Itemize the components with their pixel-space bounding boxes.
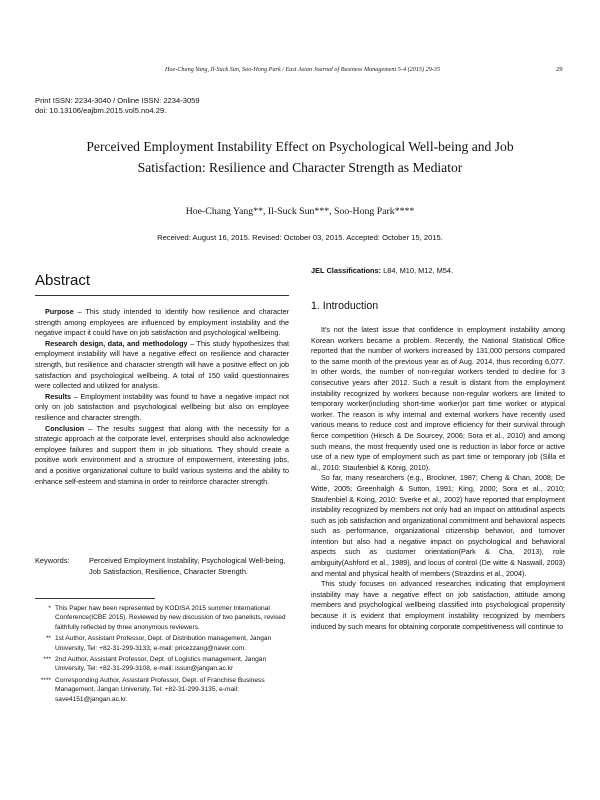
- title-line-1: Perceived Employment Instability Effect on Psychological Well-being and Job: [86, 139, 514, 154]
- footnote-mark: *: [48, 605, 51, 612]
- footnote: [35, 604, 289, 632]
- issn-line: Print ISSN: 2234-3040 / Online ISSN: 2234-3059: [35, 96, 200, 105]
- purpose-label: Purpose: [45, 307, 74, 316]
- footnote-rule: [35, 598, 155, 599]
- title-line-2: Satisfaction: Resilience and Character Strength as Mediator: [137, 160, 463, 175]
- footnote-mark: ***: [43, 656, 51, 664]
- running-header: Hoe-Chang Yang, Il-Suck Sun, Soo-Hong Park / East Asian Journal of Business Management 5-4 (2015) 29-35: [164, 66, 441, 73]
- authors: Hoe-Chang Yang**, Il-Suck Sun***, Soo-Hong Park****: [185, 206, 415, 217]
- purpose-text: – This study intended to identify how resilience and character strength among employees are influenced by employment instability and the negative impact it could have on job satisfaction and psychological wellbeing.: [35, 307, 289, 338]
- results-label: Results: [45, 391, 71, 401]
- footnote: [35, 676, 289, 704]
- paper-title: [40, 136, 560, 178]
- keywords-label: Keywords:: [35, 556, 70, 565]
- footnote: [35, 634, 289, 653]
- issn-block: [35, 96, 200, 115]
- jel-classifications: [311, 266, 565, 275]
- results-text: – Employment instability was found to have a negative impact not only on job satisfaction and psychological wellbeing but also on employee resilience and character strength.: [35, 391, 289, 422]
- footnote-text: This Paper haw been represented by KODISA 2015 summer International Conference(ICBE 2015). Reviewed by new discussion of two panelists, revised faithfully reflected by three anonymous reviewers.: [55, 605, 286, 631]
- design-label: Research design, data, and methodology: [45, 338, 188, 348]
- footnote: [35, 655, 289, 674]
- jel-label: JEL Classifications:: [311, 266, 382, 275]
- jel-text: L84, M10, M12, M54.: [381, 266, 453, 275]
- introduction-heading: 1. Introduction: [311, 300, 379, 312]
- design-text: – This study hypothesizes that employment instability will have a negative effect on resilience and character strength, but resilience and character strength will have a positive effect on job satisfaction and psychological wellbeing. A total of 150 valid questionnaires were collected and utilized for analysis.: [35, 338, 289, 391]
- footnote-mark: ****: [40, 676, 51, 684]
- footnote-text: 2nd Author, Assistant Professor, Dept. of Logistics management, Jangan University, Tel: +82-31-299-3108, e-mail: issun@jangan.ac.kr: [55, 656, 267, 673]
- abstract-body: [35, 307, 289, 487]
- intro-paragraph-1: It's not the latest issue that confidence in employment instability among Korean workers became a problem. Recently, the National Statistical Office reported that the number of workers increased by 131,000 persons compared to the same month of the previous year as of Aug. 2014, thus recording 6,077. In other words, the number of non-regular workers tended to decline for 3 consecutive years after 2012. Such a result is distant from the employment instability recognized by workers because non-regular workers are limited to temporary worker(including short-time worker)or part time worker or atypical worker. The reason is why internal and external workers have recently used various means to reduce cost and improve efficiency for their survival through fierce competition (Hirsch & De Sourcey, 2006; Sora et al., 2010) and among such means, the most frequently used one is reduction in labor force or active use of a new type of employment such as part time or temporary job (Silla et al., 2010: Staufenbiel & König, 2010).: [311, 325, 565, 472]
- conclusion-text: – The results suggest that along with the necessity for a strategic approach at the corporate level, enterprises should also acknowledge employee failures and support them in job situations. They should create a positive work environment and a structure of empowerment, interesting jobs, and a positive organizational culture to build various systems and the ability to enhance self-esteem and stamina in order to reinforce character strength.: [35, 423, 289, 486]
- doi-line: doi: 10.13106/eajbm.2015.vol5.no4.29.: [35, 105, 167, 115]
- abstract-design: [35, 339, 289, 392]
- keywords: [35, 556, 289, 578]
- footnote-text: 1st Author, Assistant Professor, Dept. of Distribution management, Jangan University, Tel: +82-31-299-3133, e-mail: pricezzang@naver.com.: [55, 635, 272, 652]
- abstract-purpose: [35, 307, 289, 339]
- submission-dates: Received: August 16, 2015. Revised: October 03, 2015. Accepted: October 15, 2015.: [157, 233, 443, 242]
- intro-paragraph-2: So far, many researchers (e.g., Brockner, 1987; Cheng & Chan, 2008; De Witte, 2005; Greenhalgh & Sutton, 1991; King, 2000; Sora et al., 2010; Staufenbiel & Koing, 2010: Sverke et al., 2002) have reported that employment instability recognized by members not only had an impact on attitudinal aspects such as job satisfaction and organizational commitment and behavioral aspects such as performance, organizational citizenship behavior, and turnover intention but also had a negative impact on psychological and behavioral aspects such as customer orientation(Park & Cha, 2013), role ambiguity(Ashford et al., 1989), and locus of control (De witte & Naswall, 2003) and mental and physical health of members (Strazdins et al., 2004).: [311, 473, 565, 578]
- footnotes: [35, 604, 289, 706]
- abstract-results: [35, 392, 289, 424]
- abstract-heading: Abstract: [35, 272, 91, 289]
- intro-paragraph-3: This study focuses on advanced researches indicating that employment instability may have a negative effect on job satisfaction, attitude among members and psychological wellbeing classified into psychological propensity because it is evident that employment instability recognized by members induced by such means for obtaining corporate competitiveness will continue to: [311, 579, 565, 631]
- page-number: 29: [556, 66, 563, 73]
- footnote-mark: **: [45, 635, 51, 643]
- introduction-body: [311, 325, 565, 632]
- keywords-text: Perceived Employment Instability, Psychological Well-being, Job Satisfaction, Resilience, Character Strength.: [89, 556, 286, 576]
- abstract-conclusion: [35, 424, 289, 488]
- conclusion-label: Conclusion: [45, 423, 85, 433]
- footnote-text: Corresponding Author, Assistant Professor, Dept. of Franchise Business Management, Jangan University, Tel: +82-31-299-3135, e-mail: save4151@jangan.ac.kr.: [55, 676, 265, 703]
- abstract-top-rule: [35, 295, 289, 296]
